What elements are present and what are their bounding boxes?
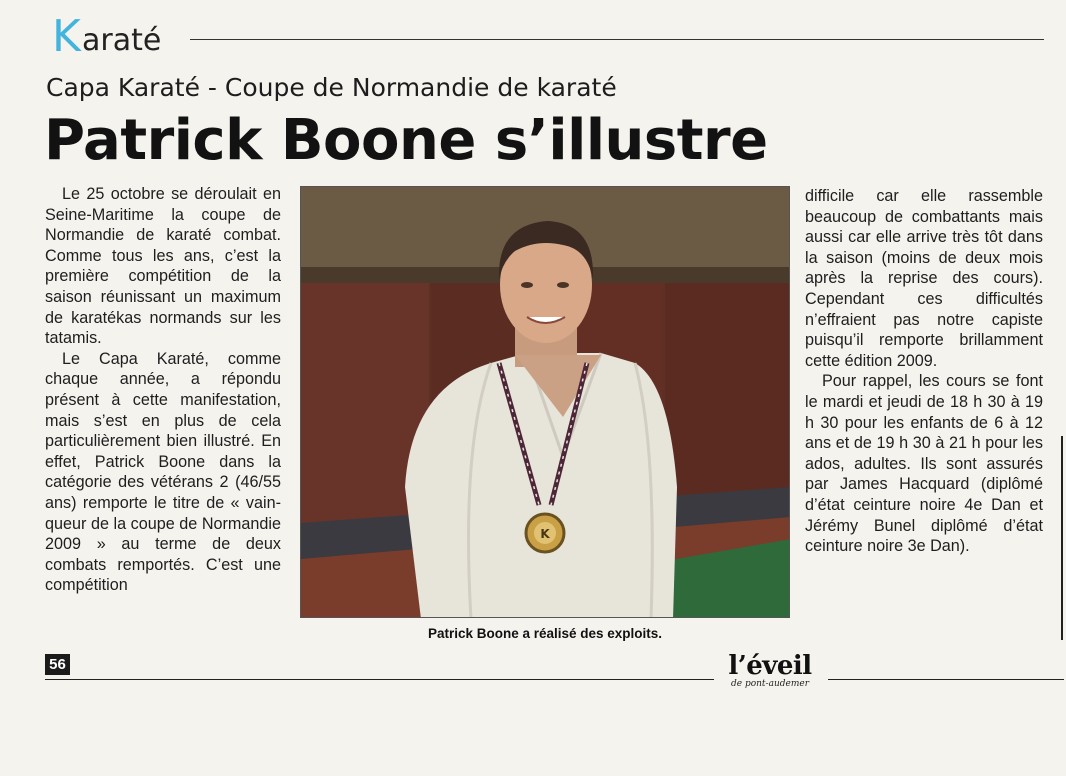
footer-rule [828,679,1064,680]
article-column-1 [45,184,281,647]
paragraph: difficile car elle rassemble beaucoup de combattants mais aussi car elle arrive très tôt dans la saison (moins de deux mois après la reprise des cours). Cependant ces difficultés n’effraient pas notre capiste puisqu’il remporte brillamment cette édition 2009. [805,187,1043,370]
paragraph: Pour rappel, les cours se font le mardi et jeudi de 18 h 30 à 19 h 30 pour les enfants de 6 à 12 ans et de 19 h 30 à 21 h pour les ados, adultes. Ils sont assurés par James Hacquard (diplômé d’état ceinture noire 4e Dan et Jérémy Bunel diplômé d’état ceinture noire 3e Dan). [805,372,1043,556]
photo-illustration [301,187,790,618]
column-edge-rule [1061,436,1063,640]
kicker: Capa Karaté - Coupe de Normandie de karaté [46,73,617,102]
article-column-3 [805,186,1043,649]
page-number: 56 [45,654,70,675]
paragraph: Le Capa Karaté, comme chaque année, a répondu présent à cette manifestation, mais s’est en plus de cela particulièrement bien illustré. En effet, Patrick Boone dans la catégorie des vétérans 2 (46/55 ans) remporte le titre de « vainqueur de la coupe de Normandie 2009 » au terme de deux combats remportés. C’est une compétition [45,349,281,595]
publication-logo [720,652,820,689]
article-photo [300,186,790,618]
section-title: araté [82,23,162,58]
logo-subtitle: de pont-audemer [731,679,809,689]
photo-caption: Patrick Boone a réalisé des exploits. [427,626,663,641]
section-rule [190,39,1044,40]
section-initial: K [52,11,81,62]
paragraph: Le 25 octobre se déroulait en Seine-Maritime la coupe de Normandie de karaté combat. Comme tous les ans, c’est la première compétition de la saison réunissant un maximum de karatékas normands sur les tatamis. [45,185,281,348]
footer-rule [45,679,714,680]
svg-text:K: K [540,527,550,541]
headline: Patrick Boone s’illustre [44,108,768,173]
logo-name: l’éveil [728,651,812,681]
section-header [52,11,1044,62]
